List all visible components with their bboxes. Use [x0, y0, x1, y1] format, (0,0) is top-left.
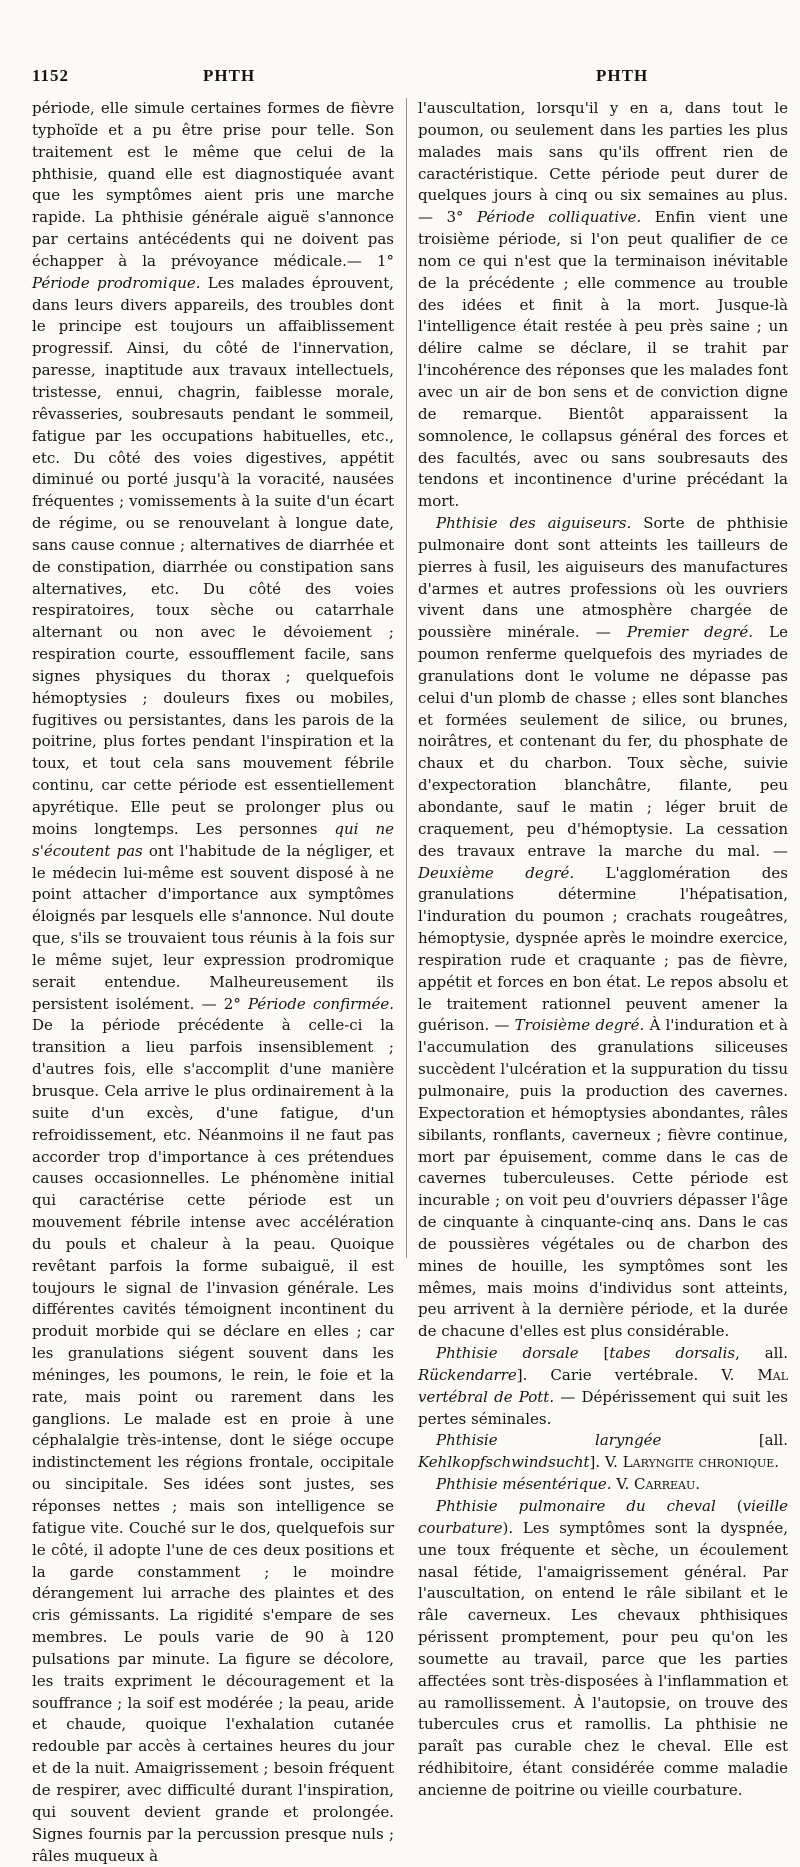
cross-reference: Laryngite chronique	[622, 1453, 775, 1472]
left-column	[32, 98, 395, 1865]
text-run: , all.	[735, 1344, 788, 1363]
entry-phthisie-pulmonaire-du-cheval	[418, 1496, 788, 1802]
text-run: ont l'habitude de la négliger, et le médecin lui-même est souvent disposé à ne point attacher d'importance aux symptômes éloignés par lesquels elle s'annonce. Nul doute que, s'ils se trouvaient tous réunis à la fois sur le même sujet, leur expression prodromique serait entendue. Malheureusement ils persistent isolément. — 2°	[32, 841, 394, 1013]
continuation-paragraph	[418, 98, 788, 513]
italic-term: Période colliquative.	[477, 208, 642, 227]
italic-term: vertébral de Pott.	[418, 1387, 555, 1406]
italic-term: qui ne s'écoutent pas	[32, 819, 394, 860]
text-run: .	[774, 1453, 780, 1472]
text-run: Sorte de phthisie pulmonaire dont sont atteints les tailleurs de pierres à fusil, les aiguiseurs des manufactures d'armes et autres professions où les ouvriers vivent dans une atmosphère chargée de poussière minérale. —	[418, 514, 788, 642]
text-run: (	[715, 1497, 743, 1515]
text-run: Les malades éprouvent, dans leurs divers appareils, des troubles dont le principe est toujours un affaiblissement progressif. Ainsi, du côté de l'innervation, paresse, inaptitude aux travaux intellectuels, tristesse, ennui, chagrin, faiblesse morale, rêvasseries, soubresauts pendant le sommeil, fatigue par les occupations habituelles, etc., etc. Du côté des voies digestives, appétit diminué ou porté jusqu'à la voracité, nausées fréquentes ; vomissements à la suite d'un écart de régime, ou se renouvelant à longue date, sans cause connue ; alternatives de diarrhée et de constipation, diarrhée ou constipation sans alternatives, etc. Du côté des voies respiratoires, toux sèche ou catarrhale alternant ou non avec le dévoiement ; respiration courte, essoufflement facile, sans signes physiques du thorax ; quelquefois hémoptysies ; douleurs fixes ou mobiles, fugitives ou persistantes, dans les parois de la poitrine, plus fortes pendant l'inspiration et la toux, et tout cela sans mouvement fébrile continu, car cette période est essentiellement apyrétique. Elle peut se prolonger plus ou moins longtemps. Les personnes	[32, 273, 395, 838]
entry-headword: Phthisie laryngée	[436, 1431, 662, 1450]
italic-term: Deuxième degré.	[418, 863, 575, 882]
entry-headword: Phthisie des aiguiseurs.	[436, 514, 632, 533]
text-run: V.	[611, 1475, 635, 1494]
entry-phthisie-mesenterique	[418, 1474, 788, 1496]
italic-term: Période confirmée.	[248, 994, 394, 1013]
column-divider	[406, 98, 407, 1258]
entry-headword: Phthisie pulmonaire du cheval	[436, 1497, 716, 1515]
entry-headword: Phthisie mésentérique.	[436, 1475, 612, 1494]
left-paragraph	[32, 98, 394, 1867]
text-run: ]. Carie vertébrale. V.	[516, 1365, 758, 1384]
text-run: période, elle simule certaines formes de fièvre typhoïde et a pu être prise pour telle. Son traitement est le même que celui de la phthisie, quand elle est diagnostiquée avant que les symptômes aient pris une marche rapide. La phthisie générale aiguë s'annonce par certains antécédents qui ne doivent pas échapper à la prévoyance médicale.— 1°	[32, 99, 394, 270]
cross-reference: Carreau	[634, 1475, 696, 1494]
text-run: De la période précédente à celle-ci la transition a lieu parfois insensiblement ; d'autres fois, elle s'accomplit d'une manière brusque. Cela arrive le plus ordinairement à la suite d'un excès, d'une fatigue, d'un refroidissement, etc. Néanmoins il ne faut pas accorder trop d'importance à ces prétendues causes occasionnelles. Le phénomène initial qui caractérise cette période est un mouvement fébrile intense avec accélération du pouls et chaleur à la peau. Quoique revêtant parfois la forme subaiguë, il est toujours le signal de l'invasion générale. Les différentes cavités témoignent incontinent du produit morbide qui se déclare en elles ; car les granulations siégent souvent dans les méninges, les poumons, le rein, le foie et la rate, mais point ou rarement dans les ganglions. Le malade est en proie à une céphalalgie très-intense, dont le siége occupe indistinctement les régions frontale, occipitale ou sincipitale. Ses idées sont justes, ses réponses nettes ; mais son intelligence se fatigue vite. Couché sur le dos, quelquefois sur le côté, il adopte l'une de ces deux positions et la garde constamment ; le moindre dérangement lui arrache des plaintes et des cris gémissants. La rigidité s'empare de ses membres. Le pouls varie de 90 à 120 pulsations par minute. La figure se décolore, les traits expriment le découragement et la souffrance ; la soif est modérée ; la peau, aride et chaude, quoique l'exhalation cutanée redouble par accès à certaines heures du jour et de la nuit. Amaigrissement ; besoin fréquent de respirer, avec difficulté durant l'inspiration, qui souvent devient grande et prolongée. Signes fournis par la percussion presque nuls ; râles muqueux à	[32, 1016, 394, 1865]
right-column	[418, 98, 789, 1799]
entry-phthisie-des-aiguiseurs	[418, 513, 788, 1343]
text-run: l'auscultation, lorsqu'il y en a, dans tout le poumon, ou seulement dans les parties les plus malades mais sans qu'ils offrent rien de caractéristique. Cette période peut durer de quelques jours à cinq ou six semaines au plus. — 3°	[418, 99, 788, 227]
running-header	[28, 66, 772, 96]
entry-phthisie-laryngee	[418, 1430, 788, 1474]
left-running-head: PHTH	[203, 66, 256, 85]
italic-term: Troisième degré.	[514, 1016, 645, 1035]
entry-headword: Phthisie dorsale	[436, 1344, 579, 1363]
italic-term: Période prodromique.	[32, 273, 201, 292]
italic-term: tabes dorsalis	[609, 1344, 736, 1363]
italic-term: Premier degré.	[626, 623, 754, 642]
page-number: 1152	[32, 66, 70, 85]
text-run: Le poumon renferme quelquefois des myriades de granulations dont le volume ne dépasse pas celui d'un plomb de chasse ; elles sont blanches et formées seulement de silice, ou brunes, noirâtres, et contenant du fer, du phosphate de chaux et du charbon. Toux sèche, suivie d'expectoration blanchâtre, filante, peu abondante, sauf le matin ; léger bruit de craquement, peu d'hémoptysie. La cessation des travaux entrave la marche du mal. —	[418, 623, 789, 860]
text-run: L'agglomération des granulations détermine l'hépatisation, l'induration du poumon ; crachats rougeâtres, hémoptysie, dyspnée après le moindre exercice, respiration rude et craquante ; pas de fièvre, appétit et forces en bon état. Le repos absolu et le traitement rationnel peuvent amener la guérison. —	[418, 863, 788, 1035]
text-run: [	[578, 1344, 610, 1363]
text-run: .	[695, 1475, 701, 1494]
text-run: Enfin vient une troisième période, si l'on peut qualifier de ce nom ce qui n'est que la terminaison inévitable de la précédente ; elle commence au trouble des idées et finit à la mort. Jusque-là l'intelligence était restée à peu près saine ; un délire calme se déclare, il se trahit par l'incohérence des réponses que les malades font avec un air de bon sens et de conviction digne de remarque. Bientôt apparaissent la somnolence, le collapsus général des forces et des facultés, avec ou sans soubresauts des tendons et incontinence d'urine précédant la mort.	[418, 208, 788, 511]
italic-term: Rückendarre	[418, 1365, 517, 1384]
text-run: ). Les symptômes sont la dyspnée, une toux fréquente et sèche, un écoulement nasal fétide, l'amaigrissement général. Par l'auscultation, on entend le râle sibilant et le râle caverneux. Les chevaux phthisiques périssent promptement, pour peu qu'on les soumette au travail, parce que les parties affectées sont très-disposées à l'inflammation et au ramollissement. À l'autopsie, on trouve des tubercules crus et ramollis. La phthisie ne paraît pas curable chez le cheval. Elle est rédhibitoire, étant considérée comme maladie ancienne de poitrine ou vieille courbature.	[418, 1518, 788, 1799]
entry-phthisie-dorsale	[418, 1343, 788, 1430]
text-run: [all.	[661, 1431, 788, 1450]
cross-reference: Mal	[757, 1365, 788, 1384]
text-run: — Dépérissement qui suit les pertes séminales.	[418, 1387, 788, 1428]
italic-term: vieille courbature	[418, 1497, 789, 1537]
text-run: ]. V.	[589, 1453, 623, 1472]
text-run: À l'induration et à l'accumulation des granulations siliceuses succèdent l'ulcération et la suppuration du tissu pulmonaire, puis la production des cavernes. Expectoration et hémoptysies abondantes, râles sibilants, ronflants, caverneux ; fièvre continue, mort par épuisement, comme dans le cas de cavernes tuberculeuses. Cette période est incurable ; on voit peu d'ouvriers dépasser l'âge de cinquante à cinquante-cinq ans. Dans le cas de poussières végétales ou de charbon des mines de houille, les symptômes sont les mêmes, mais moins d'individus sont atteints, peu arrivent à la dernière période, et la durée de chacune d'elles est plus considérable.	[418, 1016, 788, 1341]
right-running-head: PHTH	[596, 66, 649, 85]
italic-term: Kehlkopfschwindsucht	[418, 1453, 590, 1472]
